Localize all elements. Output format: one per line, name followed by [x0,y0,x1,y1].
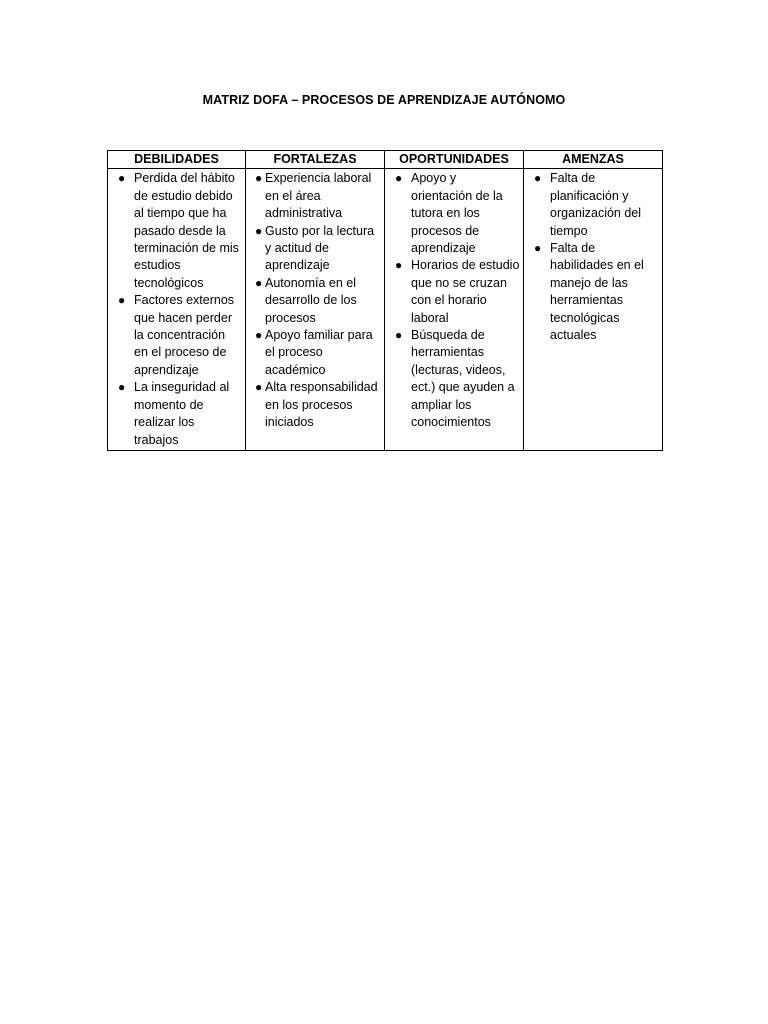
list-item-text: Autonomía en el desarrollo de los procesos [265,275,357,325]
list-item-text: Alta responsabilidad en los procesos iniciados [265,380,378,430]
bullet-icon: ● [395,258,403,273]
oportunidades-list [390,170,520,431]
header-fortalezas: FORTALEZAS [246,151,385,169]
header-oportunidades: OPORTUNIDADES [385,151,524,169]
bullet-icon: ● [395,171,403,186]
list-item [113,292,242,379]
bullet-icon: ● [118,171,126,186]
table-body-row [108,169,663,451]
fortalezas-list [251,170,381,431]
list-item-text: Horarios de estudio que no se cruzan con el horario laboral [411,258,520,325]
bullet-icon: ● [255,328,263,343]
list-item [113,170,242,292]
list-item-text: Apoyo familiar para el proceso académico [265,328,373,377]
list-item-text: La inseguridad al momento de realizar los trabajos [134,380,230,447]
bullet-icon: ● [255,380,263,395]
list-item [390,170,520,257]
dofa-matrix-table [107,150,663,451]
list-item-text: Falta de planificación y organización del tiempo [550,171,642,238]
document-title: MATRIZ DOFA – PROCESOS DE APRENDIZAJE AUTÓNOMO [202,93,566,107]
cell-debilidades [108,169,246,451]
list-item [251,327,381,379]
cell-fortalezas [246,169,385,451]
bullet-icon: ● [534,171,542,186]
list-item [390,327,520,431]
header-debilidades: DEBILIDADES [108,151,246,169]
bullet-icon: ● [255,275,263,290]
list-item-text: Gusto por la lectura y actitud de aprendizaje [265,223,375,273]
list-item-text: Apoyo y orientación de la tutora en los procesos de aprendizaje [411,171,503,256]
list-item [251,275,381,327]
list-item [251,223,381,275]
list-item [529,170,659,240]
cell-amenazas [524,169,663,451]
list-item-text: Perdida del hábito de estudio debido al tiempo que ha pasado desde la terminación de mis estudios tecnológicos [134,171,239,290]
table-header-row [108,151,663,169]
header-amenazas: AMENZAS [524,151,663,169]
list-item-text: Búsqueda de herramientas (lecturas, videos, ect.) que ayuden a ampliar los conocimientos [411,328,515,430]
bullet-icon: ● [255,171,263,186]
debilidades-list [113,170,242,449]
list-item-text: Factores externos que hacen perder la concentración en el proceso de aprendizaje [134,293,235,377]
list-item-text: Experiencia laboral en el área administrativa [265,171,372,221]
bullet-icon: ● [118,293,126,308]
list-item [113,379,242,449]
cell-oportunidades [385,169,524,451]
bullet-icon: ● [395,328,403,343]
list-item [251,379,381,431]
bullet-icon: ● [255,223,263,238]
list-item [529,240,659,344]
list-item-text: Falta de habilidades en el manejo de las herramientas tecnológicas actuales [550,241,644,343]
bullet-icon: ● [118,380,126,395]
amenazas-list [529,170,659,344]
list-item [251,170,381,222]
bullet-icon: ● [534,241,542,256]
list-item [390,257,520,327]
